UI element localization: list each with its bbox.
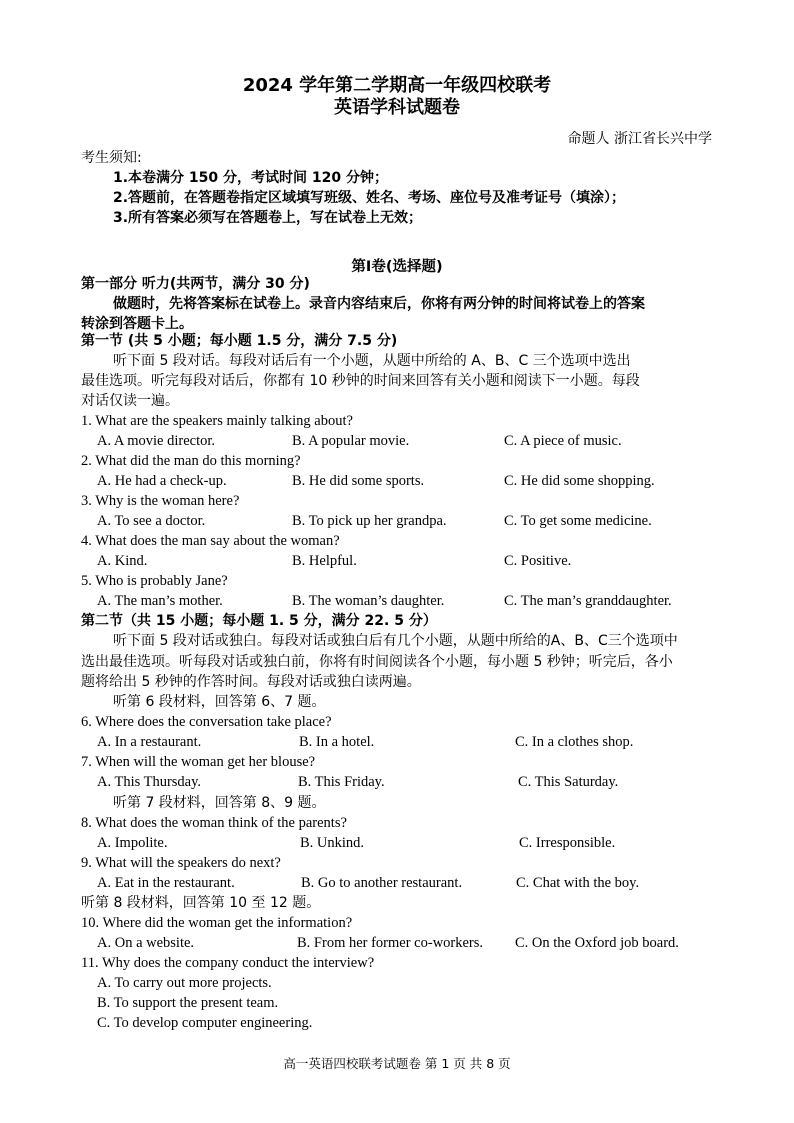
question-stem: 8. What does the woman think of the parents? bbox=[81, 815, 347, 831]
option-a: A. To see a doctor. bbox=[97, 513, 206, 529]
option-c: C. Chat with the boy. bbox=[516, 875, 640, 891]
option-b: B. The woman’s daughter. bbox=[292, 593, 445, 609]
question-stem: 1. What are the speakers mainly talking about? bbox=[81, 413, 353, 429]
option-c: C. To develop computer engineering. bbox=[97, 1015, 313, 1031]
option-b: B. A popular movie. bbox=[292, 433, 410, 449]
part1-intro: 做题时，先将答案标在试卷上。录音内容结束后，你将有两分钟的时间将试卷上的答案 bbox=[113, 296, 645, 312]
option-a: A. Impolite. bbox=[97, 835, 168, 851]
question-stem: 9. What will the speakers do next? bbox=[81, 855, 281, 871]
section2-instruction: 听下面 5 段对话或独白。每段对话或独白后有几个小题，从题中所给的A、B、C三个选项中 bbox=[113, 633, 678, 649]
section2-instruction: 选出最佳选项。听每段对话或独白前，你将有时间阅读各个小题，每小题 5 秒钟；听完后，各小 bbox=[81, 654, 673, 670]
page-footer: 高一英语四校联考试题卷 第 1 页 共 8 页 bbox=[283, 1056, 511, 1071]
option-a: A. To carry out more projects. bbox=[97, 975, 272, 991]
question-stem: 10. Where did the woman get the information? bbox=[81, 915, 353, 931]
option-a: A. He had a check-up. bbox=[97, 473, 227, 489]
option-c: C. To get some medicine. bbox=[504, 513, 652, 529]
option-a: A. Eat in the restaurant. bbox=[97, 875, 235, 891]
option-c: C. A piece of music. bbox=[504, 433, 622, 449]
exam-title: 2024 学年第二学期高一年级四校联考 bbox=[242, 75, 552, 96]
option-a: A. In a restaurant. bbox=[97, 734, 202, 750]
notice-item: 2.答题前，在答题卷指定区域填写班级、姓名、考场、座位号及准考证号（填涂）； bbox=[113, 190, 626, 206]
question-stem: 5. Who is probably Jane? bbox=[81, 573, 228, 589]
question-stem: 2. What did the man do this morning? bbox=[81, 453, 301, 469]
exam-subtitle: 英语学科试题卷 bbox=[334, 97, 460, 118]
question-stem: 4. What does the man say about the woman? bbox=[81, 533, 340, 549]
question-stem: 6. Where does the conversation take place? bbox=[81, 714, 332, 730]
author-line: 命题人 浙江省长兴中学 bbox=[567, 131, 712, 147]
option-b: B. To support the present team. bbox=[97, 995, 279, 1011]
section1-title: 第一节 (共 5 小题；每小题 1.5 分，满分 7.5 分) bbox=[81, 333, 398, 349]
option-b: B. From her former co-workers. bbox=[297, 935, 484, 951]
option-b: B. He did some sports. bbox=[292, 473, 425, 489]
question-stem: 7. When will the woman get her blouse? bbox=[81, 754, 316, 770]
section2-instruction: 题将给出 5 秒钟的作答时间。每段对话或独白读两遍。 bbox=[81, 674, 421, 690]
section1-instruction: 最佳选项。听完每段对话后，你都有 10 秒钟的时间来回答有关小题和阅读下一小题。每段 bbox=[81, 373, 640, 389]
option-a: A. This Thursday. bbox=[97, 774, 202, 790]
option-b: B. Unkind. bbox=[300, 835, 365, 851]
notice-heading: 考生须知: bbox=[81, 150, 142, 166]
material-note: 听第 6 段材料，回答第 6、7 题。 bbox=[113, 694, 326, 710]
option-c: C. The man’s granddaughter. bbox=[504, 593, 672, 609]
option-c: C. Irresponsible. bbox=[519, 835, 616, 851]
material-note: 听第 7 段材料，回答第 8、9 题。 bbox=[113, 795, 326, 811]
option-b: B. To pick up her grandpa. bbox=[292, 513, 447, 529]
option-b: B. Helpful. bbox=[292, 553, 357, 569]
option-a: A. A movie director. bbox=[97, 433, 215, 449]
question-stem: 11. Why does the company conduct the interview? bbox=[81, 955, 375, 971]
section2-title: 第二节（共 15 小题；每小题 1. 5 分，满分 22. 5 分） bbox=[81, 613, 437, 629]
notice-item: 3.所有答案必须写在答题卷上，写在试卷上无效； bbox=[113, 210, 423, 226]
option-b: B. In a hotel. bbox=[299, 734, 375, 750]
notice-item: 1.本卷满分 150 分，考试时间 120 分钟； bbox=[113, 170, 389, 186]
option-a: A. Kind. bbox=[97, 553, 148, 569]
option-c: C. He did some shopping. bbox=[504, 473, 655, 489]
option-c: C. This Saturday. bbox=[518, 774, 619, 790]
material-note: 听第 8 段材料，回答第 10 至 12 题。 bbox=[81, 895, 321, 911]
option-b: B. Go to another restaurant. bbox=[301, 875, 463, 891]
option-c: C. On the Oxford job board. bbox=[515, 935, 679, 951]
volume-title: 第Ⅰ卷(选择题) bbox=[351, 259, 443, 275]
option-c: C. Positive. bbox=[504, 553, 572, 569]
section1-instruction: 听下面 5 段对话。每段对话后有一个小题，从题中所给的 A、B、C 三个选项中选出 bbox=[113, 353, 631, 369]
option-a: A. The man’s mother. bbox=[97, 593, 223, 609]
part1-intro: 转涂到答题卡上。 bbox=[81, 316, 193, 332]
section1-instruction: 对话仅读一遍。 bbox=[81, 393, 179, 409]
option-c: C. In a clothes shop. bbox=[515, 734, 634, 750]
question-stem: 3. Why is the woman here? bbox=[81, 493, 240, 509]
part1-title: 第一部分 听力(共两节，满分 30 分) bbox=[81, 276, 310, 292]
option-a: A. On a website. bbox=[97, 935, 195, 951]
option-b: B. This Friday. bbox=[298, 774, 385, 790]
